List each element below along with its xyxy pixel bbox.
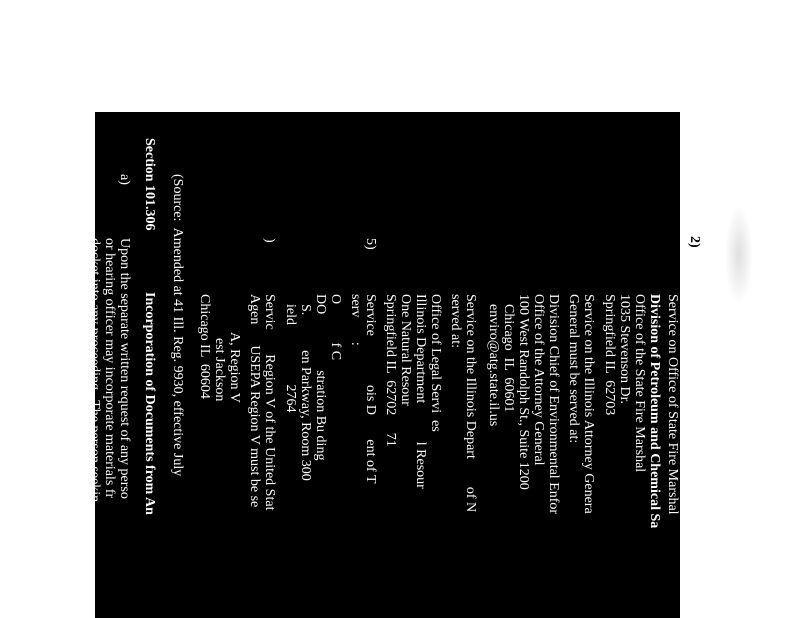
fire-marshal-heading: Service on Office of State Fire Marshal <box>665 294 680 515</box>
item-6-line-2: Agen USEPA Region V must be se <box>247 294 262 508</box>
source-note: (Source: Amended at 41 Ill. Reg. 9930, effective July <box>170 174 185 477</box>
subsection-a-marker: a) <box>117 174 132 185</box>
dnr-city: Springfield IL 62702 71 <box>383 294 398 447</box>
section-number: Section 101.306 <box>142 138 157 231</box>
item-6-line-1: Servic Region V of the United Stat <box>262 294 277 511</box>
fire-marshal-office: Office of the State Fire Marshal <box>632 294 647 473</box>
subsection-a-line-1: Upon the separate written request of any perso <box>117 238 132 499</box>
item-6-line-3: A, Region V <box>227 332 242 403</box>
item-5-line-3: O f C <box>328 294 343 361</box>
rotated-document-text <box>87 112 680 618</box>
attorney-general-city: Chicago IL 60601 <box>501 304 516 413</box>
scanned-page <box>87 112 680 618</box>
dnr-intro-1: Service on the Illinois Depart of N <box>463 294 478 513</box>
item-5-line-2: serv : <box>348 294 363 346</box>
fire-marshal-city: Springfield IL 62703 <box>602 294 617 416</box>
item-5-line-6: ield 2764 <box>283 304 298 413</box>
item-6-marker: ) <box>262 238 277 243</box>
attorney-general-office: Office of the Attorney General <box>531 294 546 466</box>
item-5-line-4: DO stration Bu ding <box>313 294 328 461</box>
attorney-general-division: Division Chief of Environmental Enfor <box>546 294 561 515</box>
dnr-intro-2: served at: <box>448 294 463 349</box>
attorney-general-intro-2: General must be served at: <box>566 294 581 444</box>
dnr-building: One Natural Resour <box>398 294 413 406</box>
item-6-line-4: est Jackson <box>212 338 227 402</box>
item-5-line-5: S. en Parkway, Room 300 <box>298 304 313 481</box>
scan-smudge <box>725 205 753 305</box>
item-5-line-1: Service ois D ent of T <box>363 294 378 484</box>
attorney-general-intro-1: Service on the Illinois Attorney Genera <box>581 294 596 514</box>
fire-marshal-division: Division of Petroleum and Chemical Sa <box>647 294 662 529</box>
subsection-a-line-2: or hearing officer may incorporate materials fr <box>102 238 117 499</box>
fire-marshal-street: 1035 Stevenson Dr. <box>617 294 632 405</box>
item-6-line-5: Chicago IL 60604 <box>197 294 212 399</box>
page-number-mark: 2) <box>687 236 702 248</box>
dnr-department: Illinois Department l Resour <box>413 294 428 489</box>
attorney-general-email: enviro@atg.state.il.us <box>486 304 501 427</box>
section-title: Incorporation of Documents from An <box>142 292 157 515</box>
item-5-marker: 5) <box>363 238 378 250</box>
attorney-general-street: 100 West Randolph St., Suite 1200 <box>516 294 531 490</box>
dnr-office: Office of Legal Servi es <box>428 294 443 432</box>
subsection-a-line-3: docket into any proceeding. The person seekin <box>87 238 102 503</box>
